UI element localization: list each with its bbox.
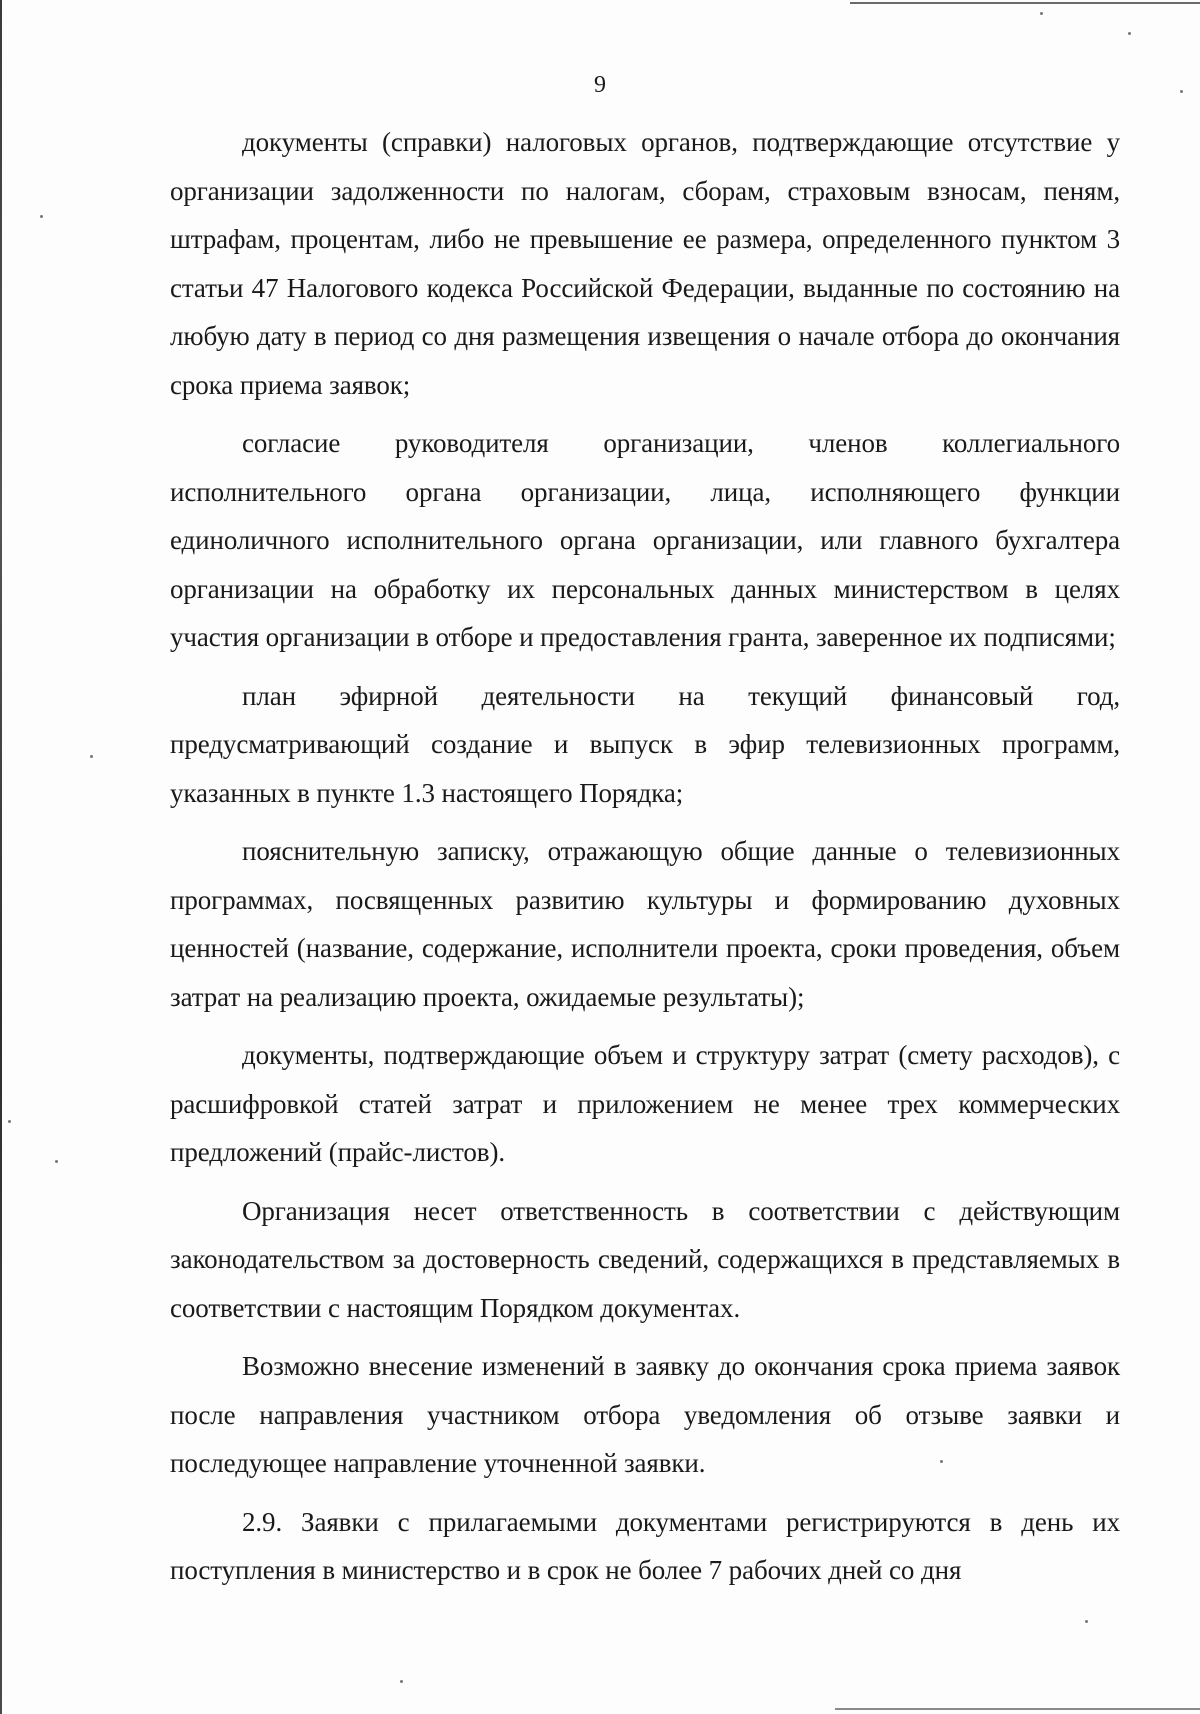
scan-speck (1128, 32, 1131, 35)
scan-speck (400, 1680, 403, 1683)
document-body (170, 118, 1120, 1595)
scan-speck (55, 1160, 58, 1163)
scan-edge (0, 0, 2, 1714)
page-number: 9 (594, 72, 606, 98)
paragraph-registration: 2.9. Заявки с прилагаемыми документами регистрируются в день их поступления в министерство и в срок не более 7 рабочих дней со дня (170, 1506, 1120, 1585)
scan-top-rule (850, 2, 1200, 4)
scan-speck (8, 1120, 11, 1123)
paragraph-explanatory-note: пояснительную записку, отражающую общие данные о телевизионных программах, посвященных развитию культуры и формированию духовных ценностей (название, содержание, исполнители проекта, сроки проведения, объем затрат на реализацию проекта, ожидаемые результаты); (170, 836, 1120, 1012)
scan-bottom-rule (835, 1708, 1200, 1710)
scan-speck (1040, 12, 1043, 15)
paragraph-cost-documents: документы, подтверждающие объем и структуру затрат (смету расходов), с расшифровкой статей затрат и приложением не менее трех коммерческих предложений (прайс-листов). (170, 1040, 1120, 1167)
scan-speck (1085, 1620, 1088, 1623)
paragraph-responsibility: Организация несет ответственность в соответствии с действующим законодательством за достоверность сведений, содержащихся в представляемых в соответствии с настоящим Порядком документах. (170, 1195, 1120, 1323)
paragraph-amendments: Возможно внесение изменений в заявку до окончания срока приема заявок после направления участником отбора уведомления об отзыве заявки и последующее направление уточненной заявки. (170, 1351, 1120, 1478)
paragraph-tax-documents: документы (справки) налоговых органов, подтверждающие отсутствие у организации задолженности по налогам, сборам, страховым взносам, пеням, штрафам, процентам, либо не превышение ее размера, определенного пунктом 3 статьи 47 Налогового кодекса Российской Федерации, выданные по состоянию на любую дату в период со дня размещения извещения о начале отбора до окончания срока приема заявок; (170, 127, 1120, 400)
paragraph-consent: согласие руководителя организации, членов коллегиального исполнительного органа организации, лица, исполняющего функции единоличного исполнительного органа организации, или главного бухгалтера организации на обработку их персональных данных министерством в целях участия организации в отборе и предоставления гранта, заверенное их подписями; (170, 428, 1120, 652)
scan-speck (90, 755, 93, 758)
scan-speck (40, 215, 43, 218)
paragraph-broadcast-plan: план эфирной деятельности на текущий финансовый год, предусматривающий создание и выпуск в эфир телевизионных программ, указанных в пункте 1.3 настоящего Порядка; (170, 680, 1120, 808)
